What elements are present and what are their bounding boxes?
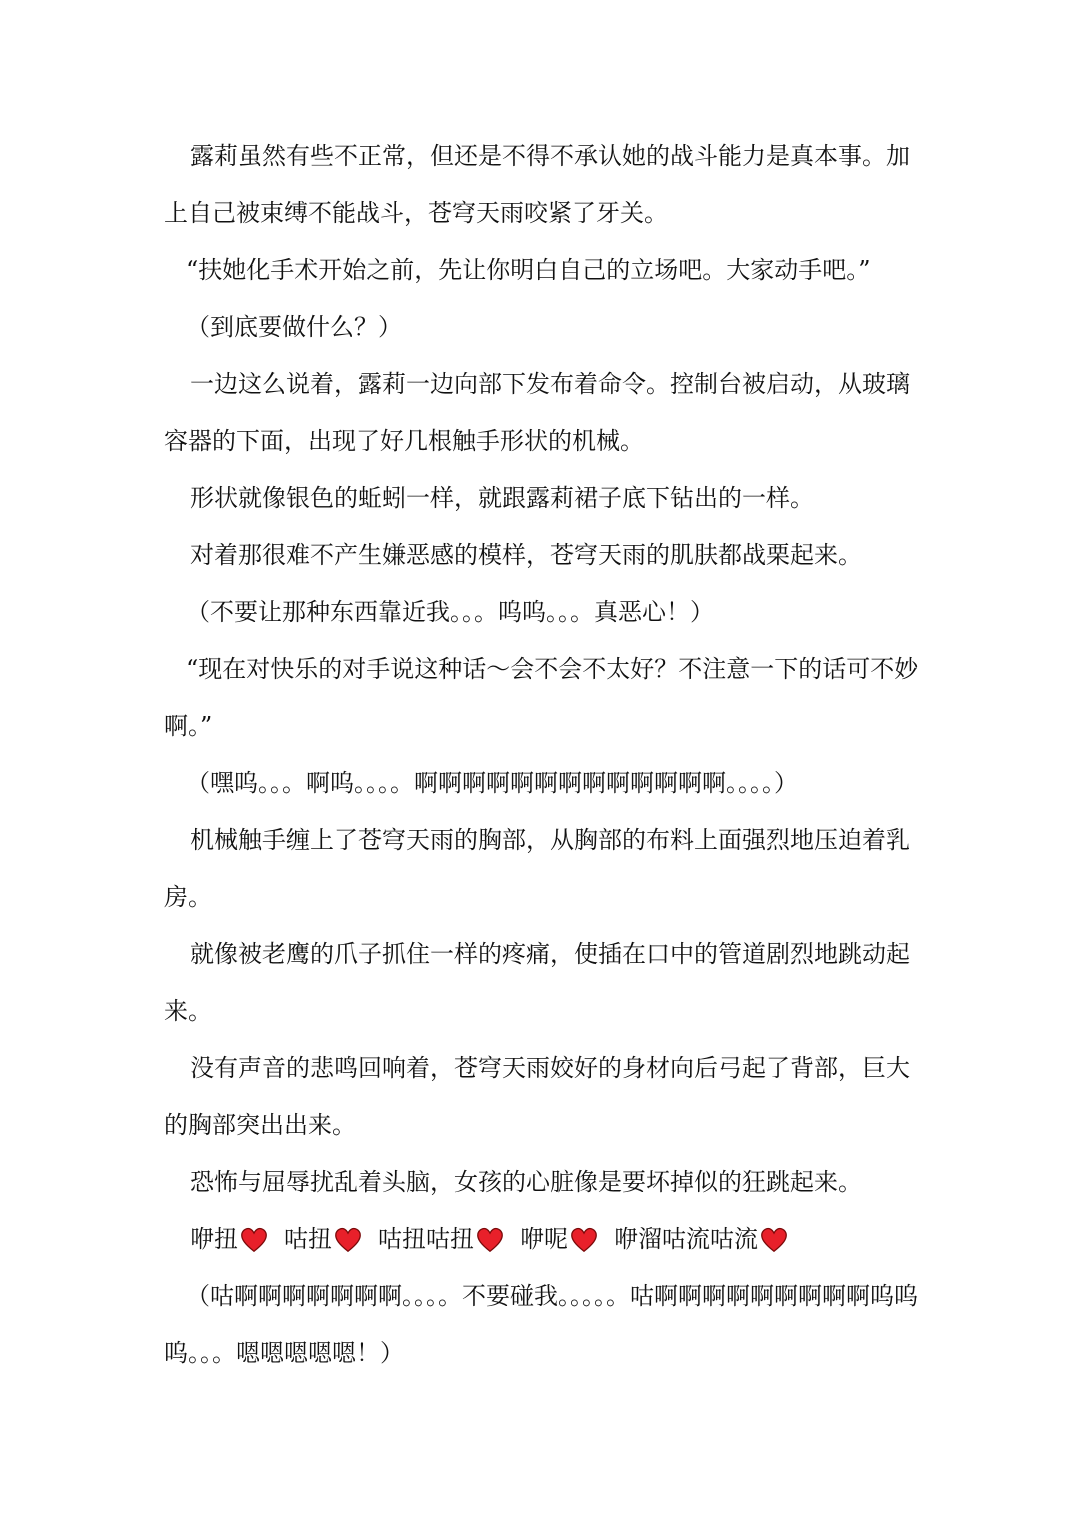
heart-icon [760, 1227, 788, 1253]
paragraph: 露莉虽然有些不正常，但还是不得不承认她的战斗能力是真本事。加上自己被束缚不能战斗，苍穹天雨咬紧了牙关。 [164, 142, 910, 227]
heart-icon [240, 1227, 268, 1253]
sound-effect [190, 1211, 268, 1268]
sound-effect-text: 咿呢 [520, 1225, 568, 1253]
sound-effect [378, 1211, 504, 1268]
sound-effect-text: 咕扭 [284, 1225, 332, 1253]
thought-paragraph: （不要让那种东西靠近我。。。呜呜。。。真恶心！） [186, 598, 714, 626]
paragraph: 机械触手缠上了苍穹天雨的胸部，从胸部的布料上面强烈地压迫着乳房。 [164, 826, 910, 911]
dialogue-paragraph: “现在对快乐的对手说这种话～会不会不太好？不注意一下的话可不妙啊。” [164, 655, 919, 740]
thought-paragraph: （咕啊啊啊啊啊啊啊。。。。不要碰我。。。。。咕啊啊啊啊啊啊啊啊啊呜呜呜。。。嗯嗯嗯嗯嗯！） [164, 1282, 918, 1367]
sound-effects-line [164, 1211, 924, 1268]
heart-icon [476, 1227, 504, 1253]
sound-effect-text: 咿扭 [190, 1225, 238, 1253]
paragraph: 一边这么说着，露莉一边向部下发布着命令。控制台被启动，从玻璃容器的下面，出现了好几根触手形状的机械。 [164, 370, 910, 455]
paragraph: 没有声音的悲鸣回响着，苍穹天雨姣好的身材向后弓起了背部，巨大的胸部突出出来。 [164, 1054, 910, 1139]
sound-effect [520, 1211, 598, 1268]
paragraph: 形状就像银色的蚯蚓一样，就跟露莉裙子底下钻出的一样。 [190, 484, 814, 512]
sound-effect [284, 1211, 362, 1268]
paragraph: 就像被老鹰的爪子抓住一样的疼痛，使插在口中的管道剧烈地跳动起来。 [164, 940, 910, 1025]
thought-paragraph: （嘿呜。。。啊呜。。。。啊啊啊啊啊啊啊啊啊啊啊啊啊。。。。） [186, 769, 798, 797]
paragraph: 恐怖与屈辱扰乱着头脑，女孩的心脏像是要坏掉似的狂跳起来。 [190, 1168, 862, 1196]
paragraph: 对着那很难不产生嫌恶感的模样，苍穹天雨的肌肤都战栗起来。 [190, 541, 862, 569]
heart-icon [570, 1227, 598, 1253]
dialogue-paragraph: “扶她化手术开始之前，先让你明白自己的立场吧。大家动手吧。” [186, 256, 871, 284]
document-page [164, 128, 924, 1382]
sound-effect [614, 1211, 788, 1268]
sound-effect-text: 咕扭咕扭 [378, 1225, 474, 1253]
heart-icon [334, 1227, 362, 1253]
sound-effect-text: 咿溜咕流咕流 [614, 1225, 758, 1253]
thought-paragraph: （到底要做什么？） [186, 313, 402, 341]
